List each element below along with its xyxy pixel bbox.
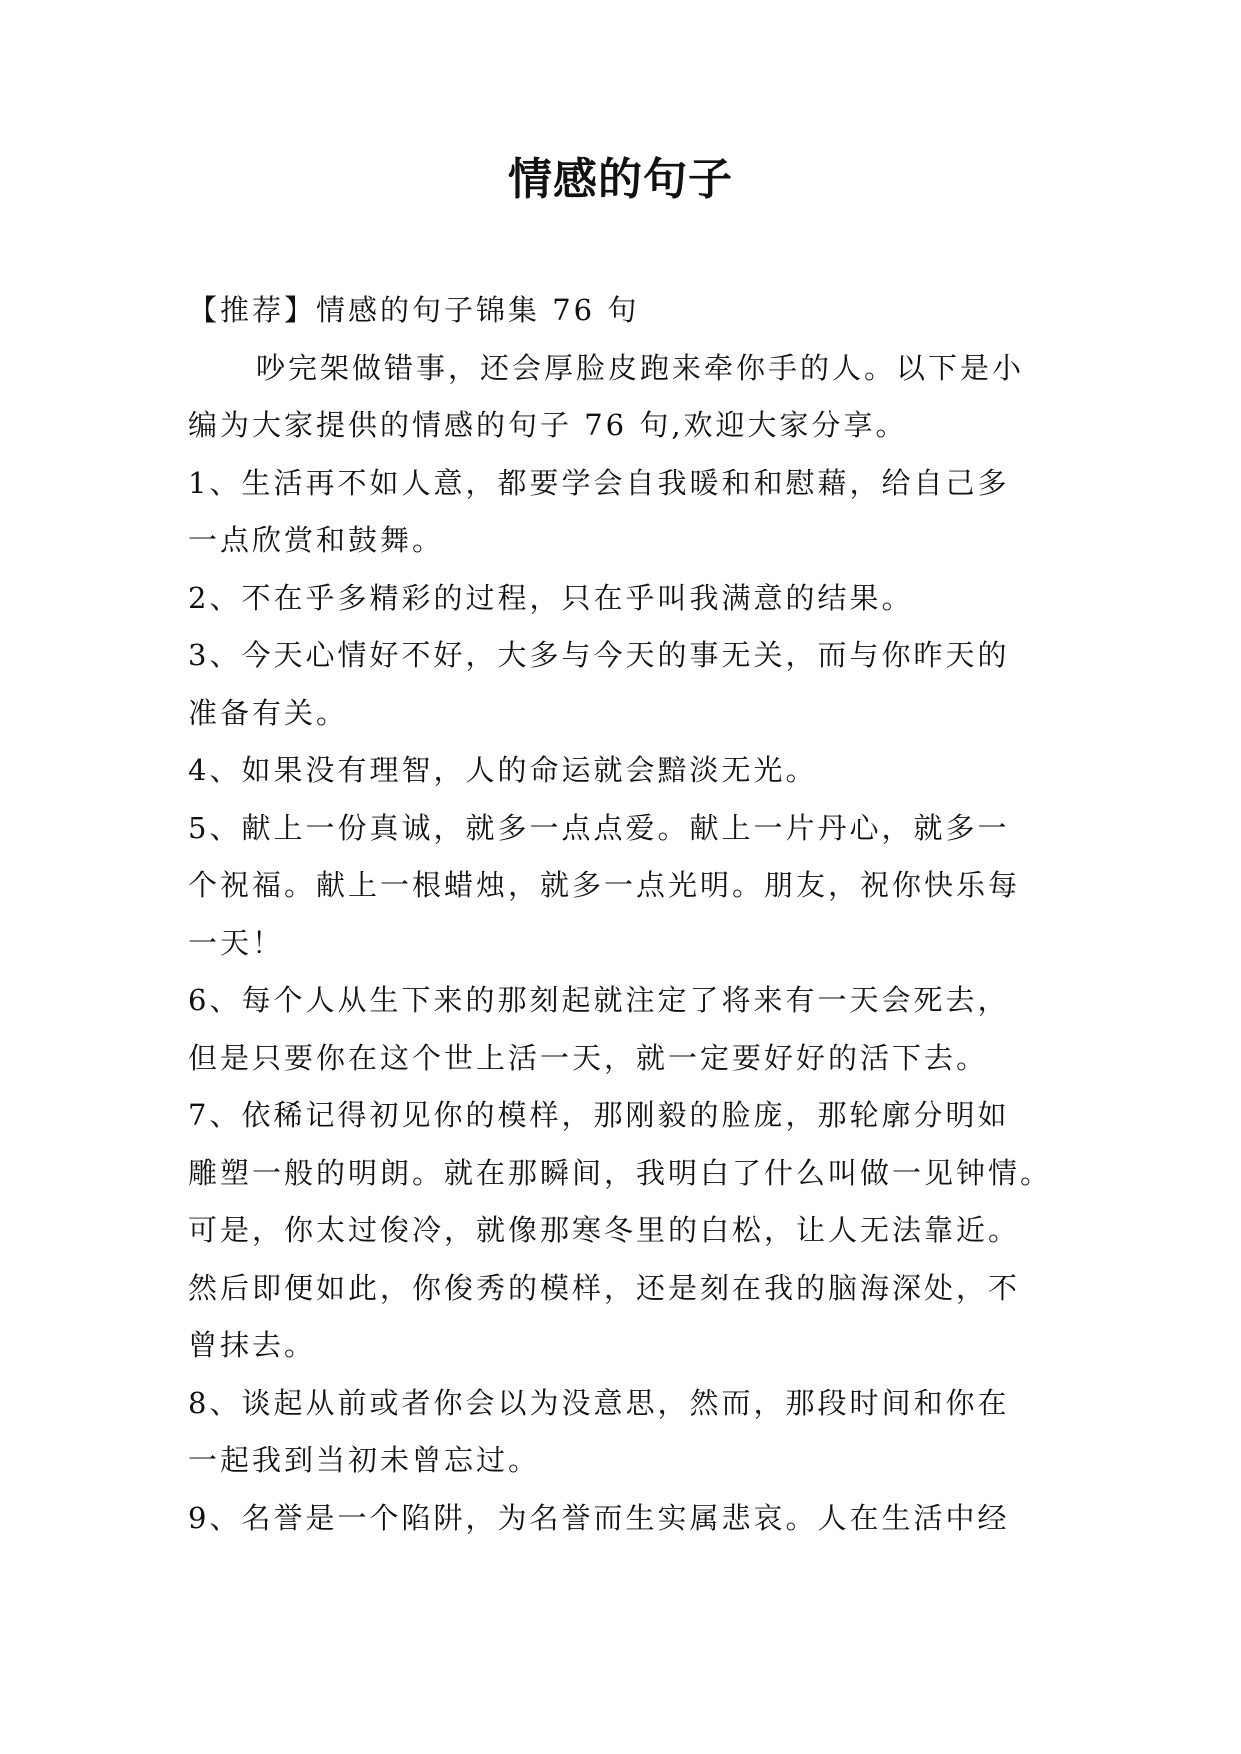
paragraph-line: 然后即便如此，你俊秀的模样，还是刻在我的脑海深处，不	[188, 1270, 1021, 1305]
paragraph-line: 7、依稀记得初见你的模样，那刚毅的脸庞，那轮廓分明如	[188, 1098, 1010, 1132]
paragraph-line: 一点欣赏和鼓舞。	[188, 523, 445, 557]
paragraph-line: 9、名誉是一个陷阱，为名誉而生实属悲哀。人在生活中经	[188, 1500, 1010, 1535]
document-title: 情感的句子	[508, 154, 733, 205]
paragraph-line: 一天！	[188, 925, 285, 960]
paragraph-line: 曾抹去。	[188, 1328, 317, 1362]
paragraph-line: 准备有关。	[188, 695, 349, 730]
paragraph-line: 个祝福。献上一根蜡烛，就多一点光明。朋友，祝你快乐每	[188, 868, 1021, 902]
intro-line: 编为大家提供的情感的句子 76 句,欢迎大家分享。	[188, 408, 908, 442]
paragraph-line: 6、每个人从生下来的那刻起就注定了将来有一天会死去，	[188, 983, 1010, 1017]
paragraph-line: 5、献上一份真诚，就多一点点爱。献上一片丹心，就多一	[188, 810, 1010, 845]
paragraph-line: 4、如果没有理智，人的命运就会黯淡无光。	[188, 753, 818, 787]
paragraph-line: 2、不在乎多精彩的过程，只在乎叫我满意的结果。	[188, 580, 914, 615]
intro-line: 吵完架做错事，还会厚脸皮跑来牵你手的人。以下是小	[256, 350, 1025, 385]
subtitle-line: 【推荐】情感的句子锦集 76 句	[188, 293, 640, 327]
paragraph-line: 可是，你太过俊冷，就像那寒冬里的白松，让人无法靠近。	[188, 1213, 1021, 1247]
paragraph-line: 雕塑一般的明朗。就在那瞬间，我明白了什么叫做一见钟情。	[188, 1155, 1053, 1190]
document-body	[188, 282, 1068, 1547]
paragraph-line: 3、今天心情好不好，大多与今天的事无关，而与你昨天的	[188, 638, 1010, 672]
paragraph-line: 8、谈起从前或者你会以为没意思，然而，那段时间和你在	[188, 1385, 1010, 1420]
paragraph-line: 但是只要你在这个世上活一天，就一定要好好的活下去。	[188, 1040, 989, 1075]
paragraph-line: 1、生活再不如人意，都要学会自我暖和和慰藉，给自己多	[188, 465, 1010, 500]
paragraph-line: 一起我到当初未曾忘过。	[188, 1443, 541, 1477]
